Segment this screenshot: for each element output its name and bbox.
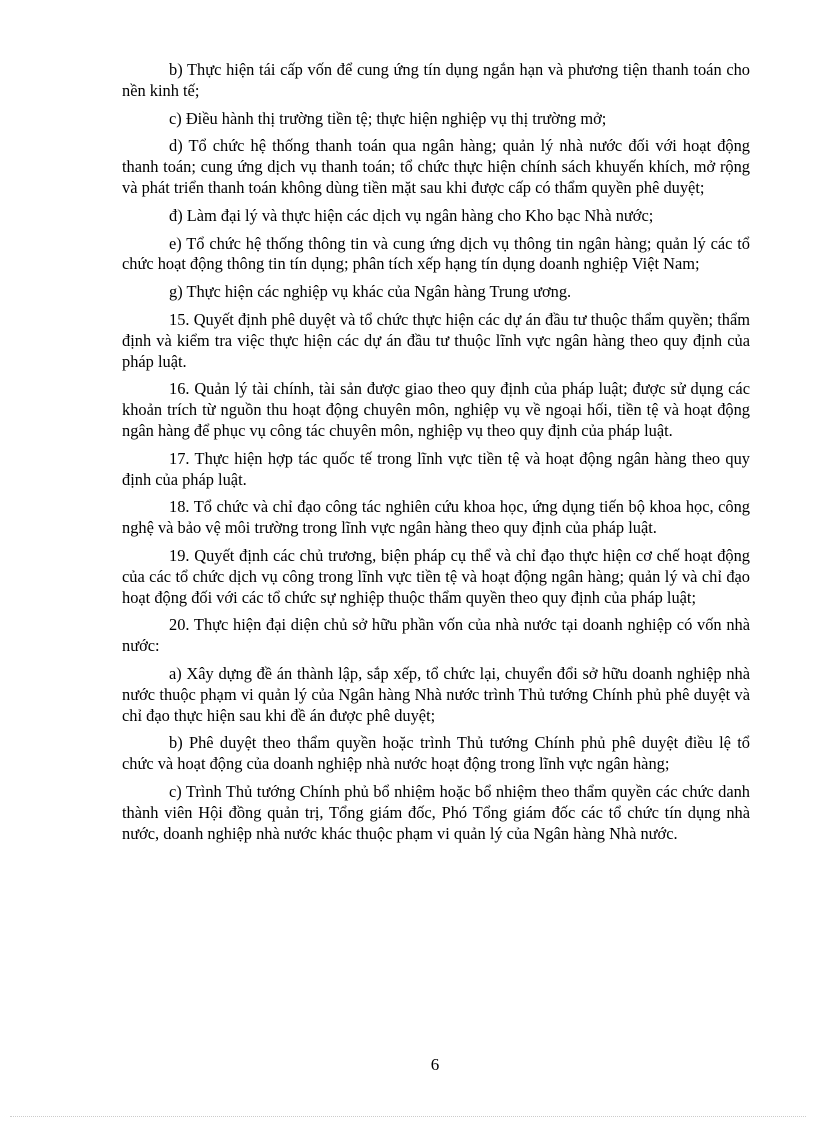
page-edge-divider	[10, 1116, 806, 1117]
page-number: 6	[430, 1055, 440, 1074]
paragraph-15-investment-projects: 15. Quyết định phê duyệt và tổ chức thực hiện các dự án đầu tư thuộc thẩm quyền; thẩm định và kiểm tra việc thực hiện các dự án đầu tư thuộc lĩnh vực ngân hàng theo quy định của pháp luật.	[122, 309, 750, 371]
paragraph-20b-charter-approval: b) Phê duyệt theo thẩm quyền hoặc trình Thủ tướng Chính phủ phê duyệt điều lệ tổ chức và hoạt động của doanh nghiệp nhà nước hoạt động trong lĩnh vực ngân hàng;	[122, 733, 750, 774]
paragraph-20-state-capital-owner: 20. Thực hiện đại diện chủ sở hữu phần vốn của nhà nước tại doanh nghiệp có vốn nhà nước:	[122, 615, 750, 656]
paragraph-20a-restructuring: a) Xây dựng đề án thành lập, sắp xếp, tổ chức lại, chuyển đổi sở hữu doanh nghiệp nhà nước thuộc phạm vi quản lý của Ngân hàng Nhà nước trình Thủ tướng Chính phủ phê duyệt và chỉ đạo thực hiện sau khi đề án được phê duyệt;	[122, 663, 750, 725]
paragraph-19-public-services: 19. Quyết định các chủ trương, biện pháp cụ thể và chỉ đạo thực hiện cơ chế hoạt động của các tổ chức dịch vụ công trong lĩnh vực tiền tệ và hoạt động ngân hàng; quản lý và chỉ đạo hoạt động đối với các tổ chức sự nghiệp thuộc thẩm quyền theo quy định của pháp luật;	[122, 545, 750, 607]
document-page	[122, 60, 750, 851]
paragraph-d-payment-system: d) Tổ chức hệ thống thanh toán qua ngân hàng; quản lý nhà nước đối với hoạt động thanh toán; cung ứng dịch vụ thanh toán; tổ chức thực hiện chính sách khuyến khích, mở rộng và phát triển thanh toán không dùng tiền mặt sau khi được cấp có thẩm quyền phê duyệt;	[122, 136, 750, 197]
paragraph-18-scientific-research: 18. Tổ chức và chỉ đạo công tác nghiên cứu khoa học, ứng dụng tiến bộ khoa học, công nghệ và bảo vệ môi trường trong lĩnh vực ngân hàng theo quy định của pháp luật.	[122, 497, 750, 538]
paragraph-dd-treasury-agent: đ) Làm đại lý và thực hiện các dịch vụ ngân hàng cho Kho bạc Nhà nước;	[169, 205, 654, 225]
paragraph-17-international-cooperation: 17. Thực hiện hợp tác quốc tế trong lĩnh vực tiền tệ và hoạt động ngân hàng theo quy định của pháp luật.	[122, 448, 750, 489]
paragraph-e-information-system: e) Tổ chức hệ thống thông tin và cung ứng dịch vụ thông tin ngân hàng; quản lý các tổ chức hoạt động thông tin tín dụng; phân tích xếp hạng tín dụng doanh nghiệp Việt Nam;	[122, 233, 750, 274]
paragraph-20c-appointments: c) Trình Thủ tướng Chính phủ bổ nhiệm hoặc bổ nhiệm theo thẩm quyền các chức danh thành viên Hội đồng quản trị, Tổng giám đốc, Phó Tổng giám đốc các tổ chức tín dụng nhà nước, doanh nghiệp nhà nước khác thuộc phạm vi quản lý của Ngân hàng Nhà nước.	[122, 781, 750, 843]
paragraph-c-monetary-market: c) Điều hành thị trường tiền tệ; thực hiện nghiệp vụ thị trường mở;	[169, 108, 607, 128]
paragraph-b-refinancing: b) Thực hiện tái cấp vốn để cung ứng tín dụng ngắn hạn và phương tiện thanh toán cho nền kinh tế;	[122, 60, 750, 100]
paragraph-g-other-operations: g) Thực hiện các nghiệp vụ khác của Ngân hàng Trung ương.	[169, 282, 572, 302]
paragraph-16-finance-assets: 16. Quản lý tài chính, tài sản được giao theo quy định của pháp luật; được sử dụng các khoản trích từ nguồn thu hoạt động chuyên môn, nghiệp vụ về ngoại hối, tiền tệ và hoạt động ngân hàng để phục vụ công tác chuyên môn, nghiệp vụ theo quy định của pháp luật.	[122, 379, 750, 440]
